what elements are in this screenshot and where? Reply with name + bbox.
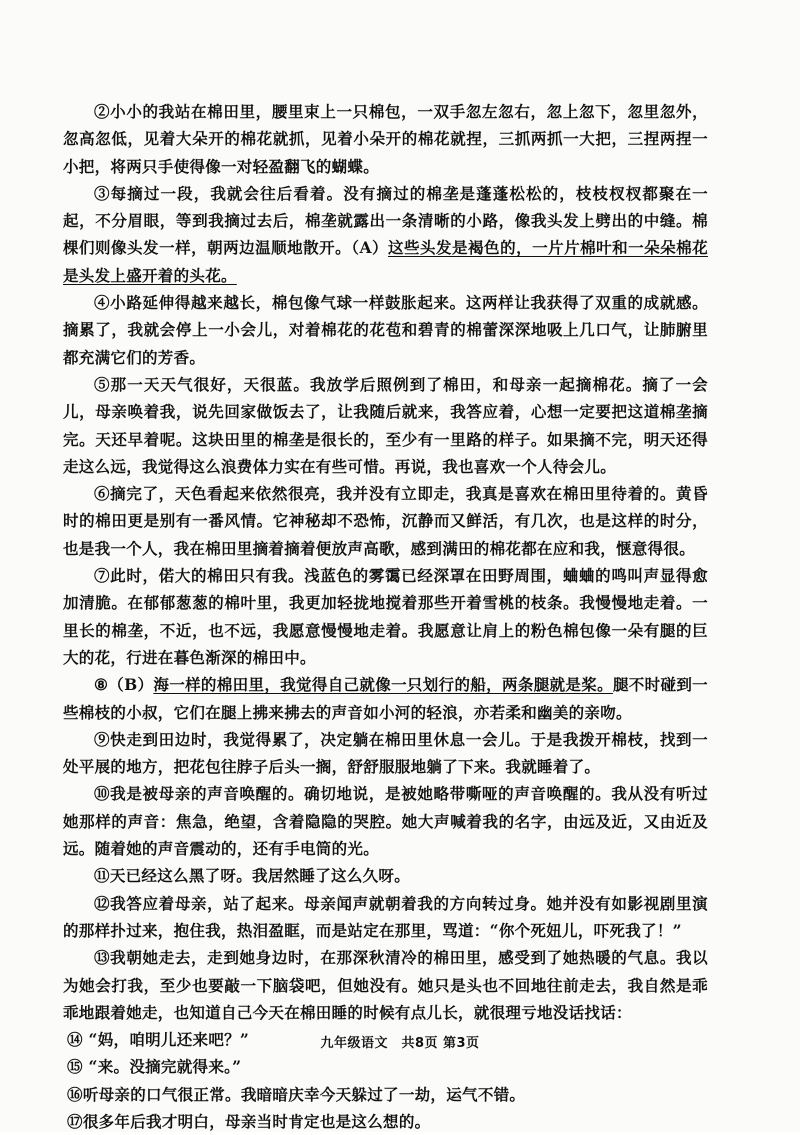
paragraph-text: 我答应着母亲，站了起来。母亲闻声就朝着我的方向转过身。她并没有如影视剧里演的那样扑过来，抱住我，热泪盈眶，而是站定在那里，骂道：“你个死妞儿，吓死我了！”: [63, 893, 708, 940]
paragraph-number: ⑫: [94, 893, 111, 913]
paragraph-3: [63, 180, 708, 289]
underlined-sentence-b: 海一样的棉田里，我觉得自己就像一只划行的船，两条腿就是桨。: [153, 675, 613, 695]
paragraph-text: 我朝她走去，走到她身边时，在那深秋清冷的棉田里，感受到了她热暖的气息。我以为她会打我，至少也要敲一下脑袋吧，但她没有。她只是头也不回地往前走去，我自然是乖乖地跟着她走，也知道自己今天在棉田睡的时候有点儿长，就很理亏地没话找话：: [63, 948, 708, 1022]
paragraph-number: ⑨: [94, 729, 111, 749]
paragraph-text: “来。没摘完就得来。”: [82, 1057, 242, 1077]
paragraph-text: 小路延伸得越来越长，棉包像气球一样鼓胀起来。这两样让我获得了双重的成就感。摘累了，我就会停上一小会儿，对着棉花的花苞和碧青的棉蕾深深地吸上几口气，让肺腑里都充满它们的芳香。: [63, 293, 708, 367]
paragraph-11: [63, 862, 708, 889]
paragraph-2: [63, 98, 708, 180]
paragraph-number: ⑧: [94, 675, 109, 695]
paragraph-text: 摘完了，天色看起来依然很亮，我并没有立即走，我真是喜欢在棉田里待着的。黄昏时的棉田更是别有一番风情。它神秘却不恐怖，沉静而又鲜活，有几次，也是这样的时分，也是我一个人，我在棉田里摘着摘着便放声高歌，感到满田的棉花都在应和我，惬意得很。: [63, 484, 708, 558]
paragraph-5: [63, 371, 708, 480]
paragraph-text: “妈，咱明儿还来吧？”: [82, 1030, 250, 1050]
paragraph-text: 很多年后我才明白，母亲当时肯定也是这么想的。: [82, 1111, 431, 1131]
paragraph-13: [63, 944, 708, 1026]
paragraph-number: ④: [94, 293, 111, 313]
paragraph-4: [63, 289, 708, 371]
paragraph-text: 每摘过一段，我就会往后看着。没有摘过的棉垄是蓬蓬松松的，枝枝杈杈都聚在一起，不分眉眼，等到我摘过去后，棉垄就露出一条清晰的小路，像我头发上劈出的中缝。棉棵们则像头发一样，朝两边温顺地散开。: [63, 183, 708, 258]
paragraph-15: [63, 1053, 708, 1080]
paragraph-number: ⑮: [67, 1057, 83, 1077]
marker-b: （B）: [108, 675, 154, 695]
paragraph-8: [63, 671, 708, 726]
paragraph-text: 天已经这么黑了呀。我居然睡了这么久呀。: [109, 866, 411, 886]
paragraph-number: ③: [94, 183, 111, 203]
paragraph-10: [63, 780, 708, 862]
paragraph-number: ⑪: [94, 866, 110, 886]
paragraph-text: 腿不时碰到一些棉枝的小叔，它们在腿上拂来拂去的声音如小河的轻浪，亦若柔和幽美的亲吻。: [63, 675, 708, 722]
paragraph-number: ⑯: [67, 1084, 83, 1104]
reading-passage: [63, 98, 708, 1135]
paragraph-number: ⑦: [94, 566, 111, 586]
paragraph-text: 我是被母亲的声音唤醒的。确切地说，是被她略带嘶哑的声音唤醒的。我从没有听过她那样的声音：焦急，绝望，含着隐隐的哭腔。她大声喊着我的名字，由远及近，又由近及远。随着她的声音震动的，还有手电筒的光。: [63, 784, 708, 859]
paragraph-12: [63, 890, 708, 945]
paragraph-number: ⑰: [67, 1111, 83, 1131]
paragraph-number: ⑤: [94, 374, 111, 394]
paragraph-text: 听母亲的口气很正常。我暗暗庆幸今天躲过了一劫，运气不错。: [82, 1084, 526, 1104]
paragraph-text: 小小的我站在棉田里，腰里束上一只棉包，一双手忽左忽右，忽上忽下，忽里忽外，忽高忽低，见着大朵开的棉花就抓，见着小朵开的棉花就捏，三抓两抓一大把，三捏两捏一小把，将两只手使得像一对轻盈翻飞的蝴蝶。: [63, 102, 708, 176]
paragraph-text: 快走到田边时，我觉得累了，决定躺在棉田里休息一会儿。于是我拨开棉枝，找到一处平展的地方，把花包往脖子后头一搁，舒舒服服地躺了下来。我就睡着了。: [63, 729, 708, 777]
paragraph-number: ②: [94, 102, 111, 121]
paragraph-17: [63, 1108, 708, 1135]
paragraph-text: 那一天天气很好，天很蓝。我放学后照例到了棉田，和母亲一起摘棉花。摘了一会儿，母亲唤着我，说先回家做饭去了，让我随后就来，我答应着，心想一定要把这道棉垄摘完。天还早着呢。这块田里的棉垄是很长的，至少有一里路的样子。如果摘不完，明天还得走这么远，我觉得这么浪费体力实在有些可惜。再说，我也喜欢一个人待会儿。: [63, 374, 708, 476]
paragraph-text: 此时，偌大的棉田只有我。浅蓝色的雾霭已经深罩在田野周围，蛐蛐的鸣叫声显得愈加清脆。在郁郁葱葱的棉叶里，我更加轻拢地搅着那些开着雪桃的枝条。我慢慢地走着。一里长的棉垄，不近，也不远，我愿意慢慢地走着。我愿意让肩上的粉色棉包像一朵有腿的巨大的花，行进在暮色渐深的棉田中。: [63, 566, 708, 667]
paragraph-9: [63, 726, 708, 781]
marker-a: （A）: [351, 238, 388, 258]
paragraph-number: ⑥: [94, 484, 111, 504]
paragraph-number: ⑬: [94, 948, 111, 968]
page-footer: 九年级语文 共8页 第3页: [320, 1036, 480, 1051]
paragraph-16: [63, 1081, 708, 1108]
underlined-sentence-a: 这些头发是褐色的，一片片棉叶和一朵朵棉花是头发上盛开着的头花。: [63, 238, 708, 285]
paragraph-6: [63, 480, 708, 562]
paragraph-7: [63, 562, 708, 671]
paragraph-number: ⑩: [94, 784, 111, 804]
paragraph-number: ⑭: [67, 1030, 83, 1050]
